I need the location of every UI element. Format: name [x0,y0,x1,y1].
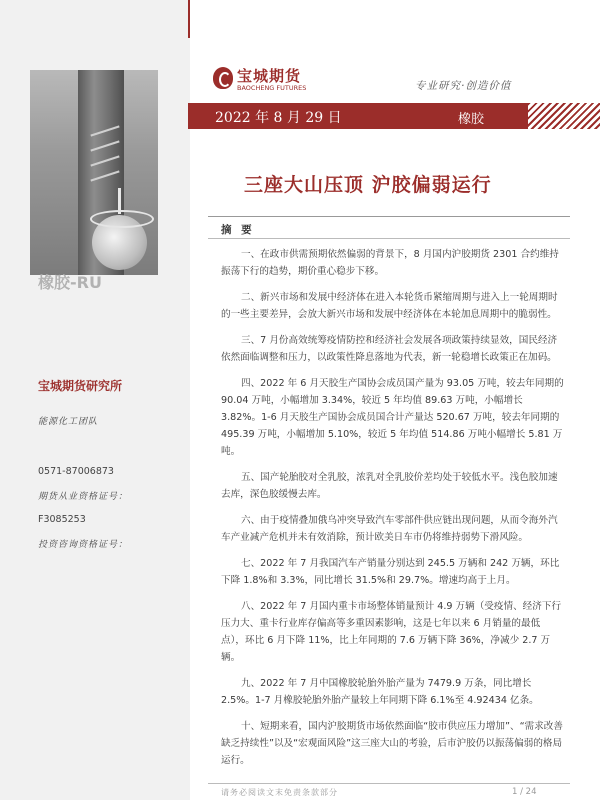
report-category: 橡胶 [458,112,485,127]
section-title: 橡胶-RU [38,273,102,292]
slogan: 专业研究·创造价值 [415,80,512,92]
summary-paragraph: 二、新兴市场和发展中经济体在进入本轮货币紧缩周期与进入上一轮周期时的一些主要差异，会放大新兴市场和发展中经济体在本轮加息周期中的脆弱性。 [221,292,558,320]
report-date: 2022 年 8 月 29 日 [215,110,342,126]
decorative-stripes [528,103,600,129]
summary-paragraph: 四、2022 年 6 月天胶生产国协会成员国产量为 93.05 万吨，较去年同期的 90.04 万吨，小幅增加 3.34%，较近 5 年均值 89.63 万吨，小幅增长 3.82%。1-6 月天胶生产国协会成员国合计产量达 520.67 万吨，较去年同期的 495.39 万吨，小幅增加 5.10%，较近 5 年均值 514.86 万吨小幅增长 5.81 万吨。 [221,378,564,457]
summary-paragraph: 九、2022 年 7 月中国橡胶轮胎外胎产量为 7479.9 万条，同比增长 2.5%。1-7 月橡胶轮胎外胎产量较上年同期下降 6.1%至 4.92434 亿条。 [221,678,539,706]
divider [208,238,570,239]
page-number: 1 / 24 [512,787,537,797]
advisor-license-label: 投资咨询资格证号： [38,540,129,550]
summary-paragraph: 三、7 月份高效统筹疫情防控和经济社会发展各项政策持续显效，国民经济依然面临调整和压力，以政策性降息落地为代表，新一轮稳增长政策正在加码。 [221,335,558,363]
summary-heading: 摘 要 [221,224,255,236]
license-label: 期货从业资格证号： [38,492,129,502]
summary-paragraph: 六、由于疫情叠加俄乌冲突导致汽车零部件供应链出现问题，从而令海外汽车产业减产危机并未有效消除，预计欧美日车市仍将维持弱势下滑风险。 [221,515,558,543]
logo-text: 宝城期货 [237,67,302,85]
summary-paragraph: 七、2022 年 7 月我国汽车产销量分别达到 245.5 万辆和 242 万辆，环比下降 1.8%和 3.3%，同比增长 31.5%和 29.7%。增速均高于上月。 [221,558,560,586]
team-name: 能源化工团队 [38,417,99,427]
rubber-tree-photo [30,70,158,275]
footer-divider [208,783,570,784]
institute-name: 宝城期货研究所 [38,379,123,393]
summary-paragraph: 十、短期来看，国内沪胶期货市场依然面临“胶市供应压力增加”、“需求改善缺乏持续性”以及“宏观面风险”这三座大山的考验，后市沪胶仍以振荡偏弱的格局运行。 [221,721,563,766]
report-headline: 三座大山压顶 沪胶偏弱运行 [244,174,492,196]
divider [208,216,570,217]
phone-number: 0571-87006873 [38,466,114,477]
license-number: F3085253 [38,514,86,525]
logo-mark-icon [213,67,233,89]
summary-paragraph: 八、2022 年 7 月国内重卡市场整体销量预计 4.9 万辆（受疫情、经济下行压力大、重卡行业库存偏高等多重因素影响，这是七年以来 6 月销量的最低点），环比 6 月下降 11%，比上年同期的 7.6 万辆下降 36%，净减少 2.7 万辆。 [221,601,562,663]
logo-english-text: BAOCHENG FUTURES [237,84,307,92]
top-accent-line [188,0,190,38]
summary-paragraph: 一、在政市供需预期依然偏弱的背景下，8 月国内沪胶期货 2301 合约维持振荡下行的趋势，期价重心稳步下移。 [221,249,559,277]
summary-paragraph: 五、国产轮胎胶对全乳胶，浓乳对全乳胶价差均处于较低水平。浅色胶加速去库，深色胶缓慢去库。 [221,472,558,500]
footer-disclaimer: 请务必阅读文末免责条款部分 [221,788,338,797]
company-logo [213,64,323,102]
